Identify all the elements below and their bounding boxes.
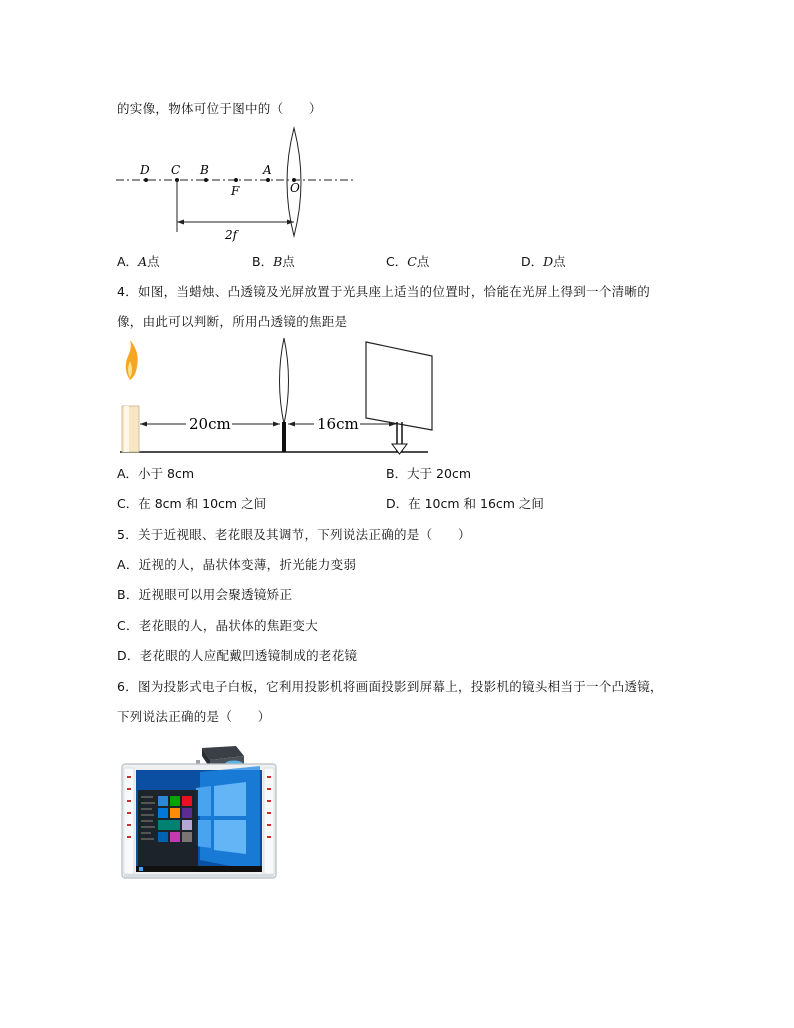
q5-option-b: B．近视眼可以用会聚透镜矫正 (117, 587, 293, 602)
q3-option-d: D．D点 (521, 254, 566, 269)
label-f: F (231, 184, 240, 198)
label-c: C (171, 163, 181, 177)
q3-option-a: A．A点 (117, 254, 160, 269)
label-2f: 2f (225, 228, 238, 242)
q4-optical-bench-diagram (110, 334, 450, 458)
projector-whiteboard-image (118, 742, 282, 882)
q5-option-c: C．老花眼的人，晶状体的焦距变大 (117, 618, 319, 633)
q4-distance-candle-lens: 20cm (189, 415, 231, 433)
point-b (204, 178, 208, 182)
q3-lens-diagram (110, 124, 370, 244)
point-d (144, 178, 148, 182)
q4-option-d: D．在 10cm 和 16cm 之间 (386, 496, 544, 511)
q4-option-b: B．大于 20cm (386, 466, 472, 481)
q3-option-c: C．C点 (386, 254, 430, 269)
q4-option-a: A．小于 8cm (117, 466, 195, 481)
label-d: D (140, 163, 150, 177)
candle-icon (122, 340, 139, 452)
q3-stem-tail: 的实像，物体可位于图中的（ ） (117, 101, 322, 116)
q6-stem-line2: 下列说法正确的是（ ） (117, 709, 271, 724)
q4-stem-line2: 像，由此可以判断，所用凸透镜的焦距是 (117, 314, 348, 329)
q5-option-a: A．近视的人，晶状体变薄，折光能力变弱 (117, 557, 357, 572)
q4-option-c: C．在 8cm 和 10cm 之间 (117, 496, 267, 511)
q4-distance-lens-screen: 16cm (317, 415, 359, 433)
q6-stem-line1: 6．图为投影式电子白板，它利用投影机将画面投影到屏幕上，投影机的镜头相当于一个凸透镜， (117, 679, 663, 694)
point-a (266, 178, 270, 182)
q3-option-b: B．B点 (252, 254, 295, 269)
label-b: B (200, 163, 209, 177)
point-f (234, 178, 238, 182)
light-screen-icon (366, 342, 432, 454)
q5-option-d: D．老花眼的人应配戴凹透镜制成的老花镜 (117, 648, 358, 663)
q4-stem-line1: 4．如图，当蜡烛、凸透镜及光屏放置于光具座上适当的位置时，恰能在光屏上得到一个清晰的 (117, 284, 651, 299)
label-a: A (263, 163, 272, 177)
q5-stem: 5．关于近视眼、老花眼及其调节，下列说法正确的是（ ） (117, 527, 471, 542)
label-o: O (290, 181, 300, 195)
